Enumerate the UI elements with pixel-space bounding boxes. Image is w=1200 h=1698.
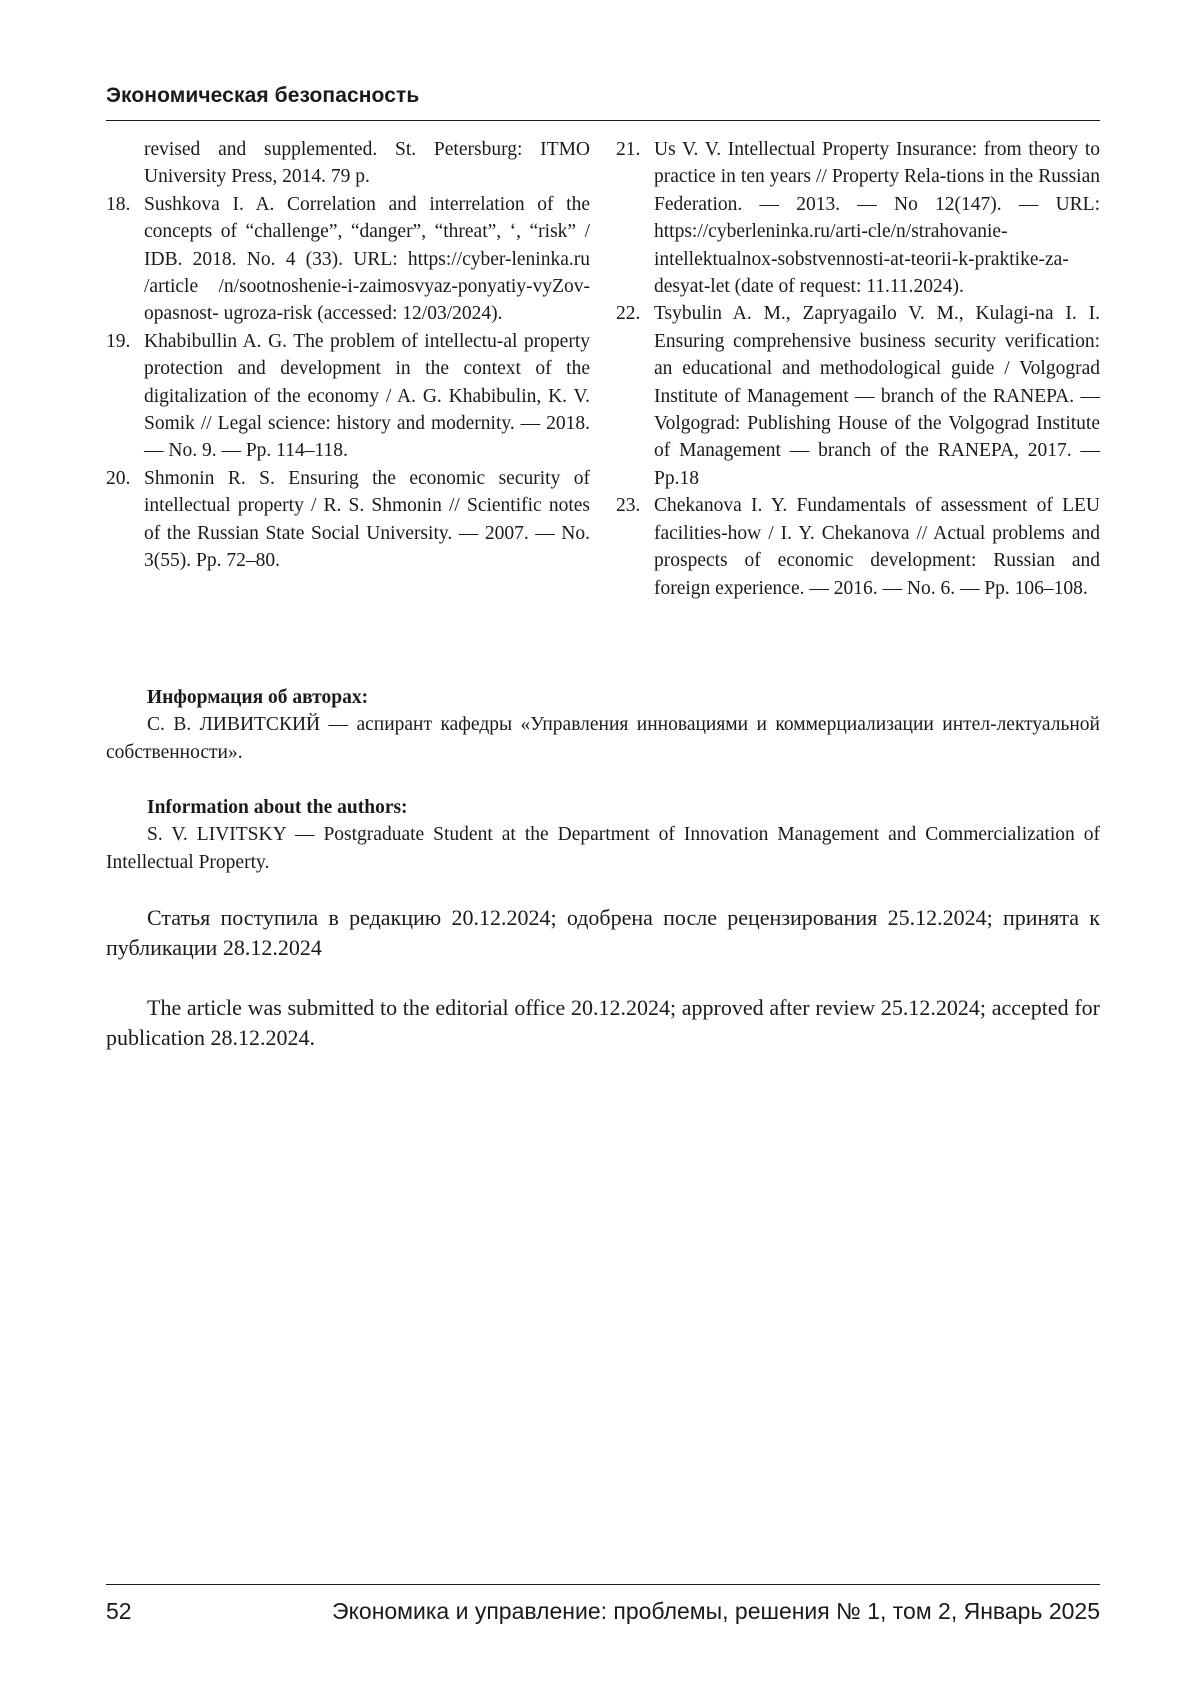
reference-number: 19. xyxy=(106,330,131,352)
reference-item xyxy=(616,492,1100,602)
footer-divider xyxy=(106,1584,1100,1585)
reference-item xyxy=(106,328,590,465)
reference-number: 22. xyxy=(616,303,641,325)
running-header: Экономическая безопасность xyxy=(106,84,420,107)
reference-text: revised and supplemented. St. Petersburg: ITMO University Press, 2014. 79 p. xyxy=(144,139,590,188)
author-info-heading: Information about the authors: xyxy=(147,797,408,818)
reference-item xyxy=(616,300,1100,492)
reference-item xyxy=(616,136,1100,300)
reference-number: 20. xyxy=(106,467,131,489)
author-info-ru xyxy=(106,684,1100,766)
reference-item xyxy=(106,191,590,328)
reference-text: Sushkova I. A. Correlation and interrelation of the concepts of “challenge”, “danger”, “threat”, ‘, “risk” / IDB. 2018. No. 4 (33). URL: https://cyber-leninka.ru /article /n/sootnoshenie-i-zaimosvyaz-ponyatiy-vyZov-opasnost- ugroza-risk (accessed: 12/03/2024). xyxy=(144,193,590,325)
author-info-body: С. В. ЛИВИТСКИЙ — аспирант кафедры «Управления инновациями и коммерциализации интел-лектуальной собственности». xyxy=(106,714,1100,763)
article-dates-en: The article was submitted to the editorial office 20.12.2024; approved after review 25.12.2024; accepted for publication 28.12.2024. xyxy=(106,995,1100,1050)
references-right-column xyxy=(616,136,1100,602)
reference-text: Khabibullin A. G. The problem of intellectu-al property protection and development in the context of the digitalization of the economy / A. G. Khabibulin, K. V. Somik // Legal science: history and modernity. — 2018. — No. 9. — Pp. 114–118. xyxy=(144,330,590,462)
reference-text: Tsybulin A. M., Zapryagailo V. M., Kulagi-na I. I. Ensuring comprehensive business security verification: an educational and methodological guide / Volgograd Institute of Management — branch of the RANEPA. — Volgograd: Publishing House of the Volgograd Institute of Management — branch of the RANEPA, 2017. — Pp.18 xyxy=(654,303,1100,489)
header-divider xyxy=(106,120,1100,121)
journal-info: Экономика и управление: проблемы, решения № 1, том 2, Январь 2025 xyxy=(332,1598,1100,1624)
reference-text: Shmonin R. S. Ensuring the economic security of intellectual property / R. S. Shmonin // Scientific notes of the Russian State Social University. — 2007. — No. 3(55). Pp. 72–80. xyxy=(144,467,590,572)
reference-number: 21. xyxy=(616,139,641,160)
author-info-en xyxy=(106,794,1100,876)
reference-item xyxy=(106,465,590,575)
author-info-body: S. V. LIVITSKY — Postgraduate Student at the Department of Innovation Management and Commercialization of Intellectual Property. xyxy=(106,824,1100,873)
reference-number: 23. xyxy=(616,495,641,517)
page-number: 52 xyxy=(106,1598,132,1624)
reference-text: Us V. V. Intellectual Property Insurance: from theory to practice in ten years // Property Rela-tions in the Russian Federation. — 2013. — No 12(147). — URL: https://cyberleninka.ru/arti-cle/n/strahovanie-intellektualnox-sobstvennosti-at-teorii-k-praktike-za-desyat-let (date of request: 11.11.2024). xyxy=(654,139,1100,298)
reference-number: 18. xyxy=(106,193,131,215)
author-info-heading: Информация об авторах: xyxy=(147,687,369,708)
references-left-column xyxy=(106,136,590,575)
reference-item xyxy=(106,136,590,191)
article-dates-ru: Статья поступила в редакцию 20.12.2024; одобрена после рецензирования 25.12.2024; принята к публикации 28.12.2024 xyxy=(106,905,1100,960)
reference-text: Chekanova I. Y. Fundamentals of assessment of LEU facilities-how / I. Y. Chekanova // Actual problems and prospects of economic development: Russian and foreign experience. — 2016. — No. 6. — Pp. 106–108. xyxy=(654,495,1100,599)
